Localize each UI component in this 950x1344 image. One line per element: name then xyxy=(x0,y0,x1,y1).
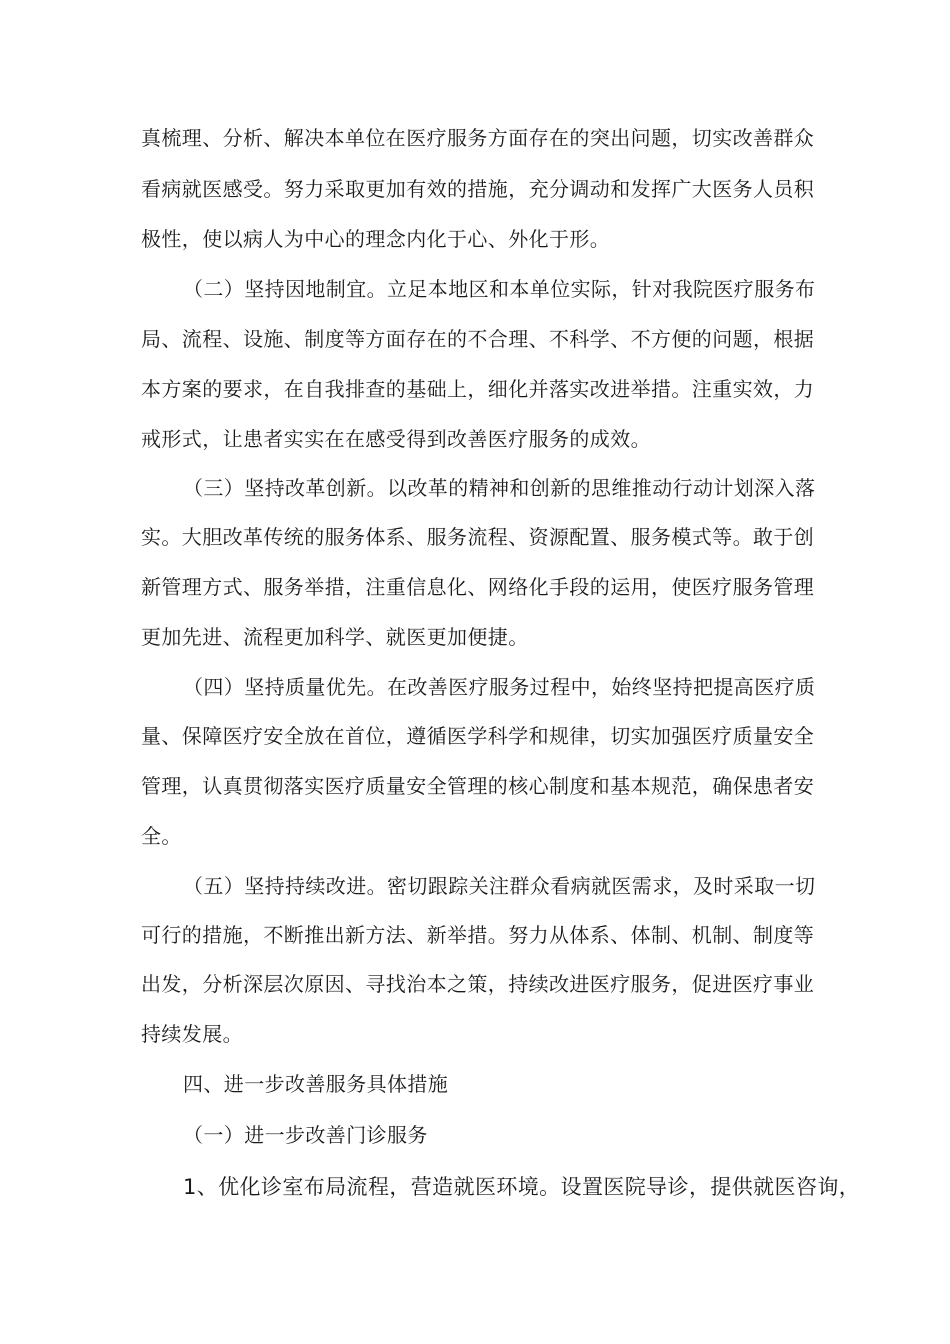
subsection-heading: （一）进一步改善门诊服务 xyxy=(183,1123,428,1147)
paragraph-heading-line: （三）坚持改革创新。以改革的精神和创新的思维推动行动计划深入落 xyxy=(183,476,816,500)
text-line: 1、优化诊室布局流程，营造就医环境。设置医院导诊，提供就医咨询， xyxy=(183,1175,861,1199)
paragraph-heading-line: （二）坚持因地制宜。立足本地区和本单位实际，针对我院医疗服务布 xyxy=(183,277,816,301)
text-line: 可行的措施，不断推出新方法、新举措。努力从体系、体制、机制、制度等 xyxy=(141,923,815,947)
text-line: 局、流程、设施、制度等方面存在的不合理、不科学、不方便的问题，根据 xyxy=(141,327,815,351)
text-line: 戒形式，让患者实实在在感受得到改善医疗服务的成效。 xyxy=(141,427,651,451)
text-line: 看病就医感受。努力采取更加有效的措施，充分调动和发挥广大医务人员积 xyxy=(141,177,815,201)
paragraph-heading-line: （四）坚持质量优先。在改善医疗服务过程中，始终坚持把提高医疗质 xyxy=(183,675,816,699)
text-line: 管理，认真贯彻落实医疗质量安全管理的核心制度和基本规范，确保患者安 xyxy=(141,774,815,798)
text-line: 出发，分析深层次原因、寻找治本之策，持续改进医疗服务，促进医疗事业 xyxy=(141,972,815,996)
text-line: 量、保障医疗安全放在首位，遵循医学科学和规律，切实加强医疗质量安全 xyxy=(141,724,815,748)
text-line: 更加先进、流程更加科学、就医更加便捷。 xyxy=(141,625,529,649)
text-line: 持续发展。 xyxy=(141,1022,243,1046)
section-heading: 四、进一步改善服务具体措施 xyxy=(183,1072,449,1096)
text-line: 全。 xyxy=(141,824,182,848)
text-line: 极性，使以病人为中心的理念内化于心、外化于形。 xyxy=(141,227,611,251)
text-line: 新管理方式、服务举措，注重信息化、网络化手段的运用，使医疗服务管理 xyxy=(141,575,815,599)
text-line: 真梳理、分析、解决本单位在医疗服务方面存在的突出问题，切实改善群众 xyxy=(141,126,815,150)
text-line: 实。大胆改革传统的服务体系、服务流程、资源配置、服务模式等。敢于创 xyxy=(141,525,815,549)
paragraph-heading-line: （五）坚持持续改进。密切跟踪关注群众看病就医需求，及时采取一切 xyxy=(183,874,816,898)
text-line: 本方案的要求，在自我排查的基础上，细化并落实改进举措。注重实效，力 xyxy=(141,377,815,401)
